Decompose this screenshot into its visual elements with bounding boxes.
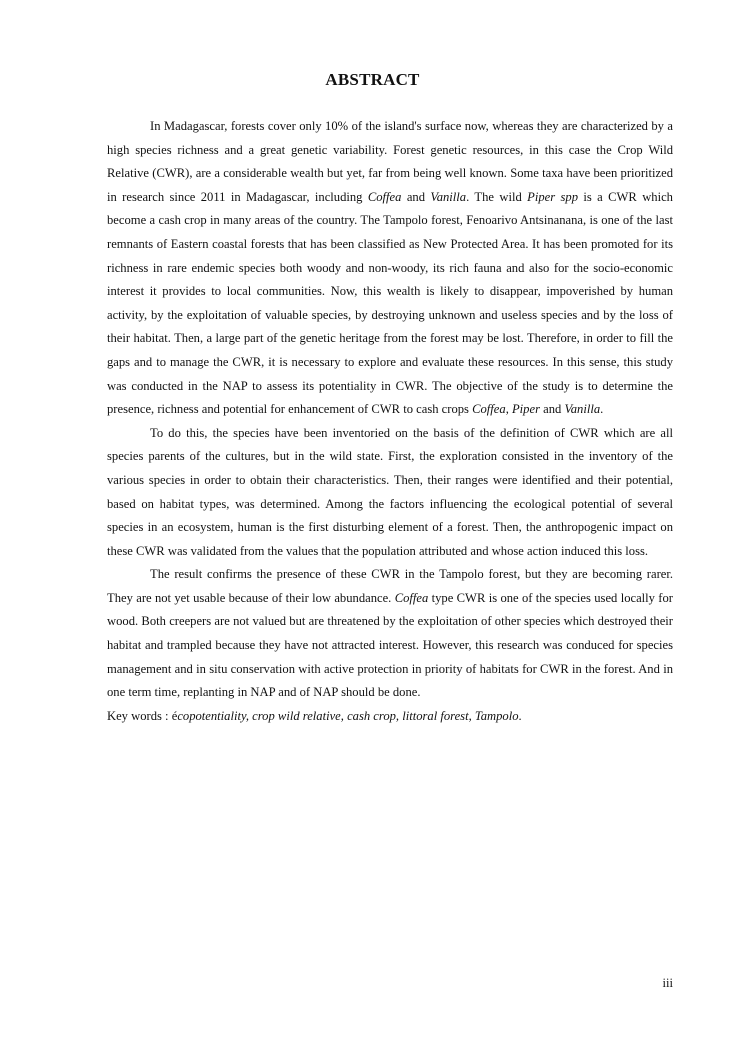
abstract-paragraph-1: [107, 115, 673, 422]
text-run: In Madagascar, forests cover only 10% of the island's surface now, whereas they are characterized by a high species richness and a great genetic variability. Forest genetic resources, in this case the Crop Wild Relative (CWR), are a considerable wealth but yet, far from being well known. Some taxa have been prioritized in research since 2011 in Madagascar, including: [107, 119, 673, 204]
italic-text-run: Vanilla: [564, 402, 601, 417]
abstract-title: ABSTRACT: [325, 70, 420, 89]
text-run: type CWR is one of the species used locally for wood. Both creepers are not valued but are threatened by the exploitation of other species which destroyed their habitat and trampled because they have not attracted interest. However, this research was conduced for species management and in situ conservation with active protection in priority of habitats for CWR in the forest. And in one term time, replanting in NAP and of NAP should be done.: [107, 590, 673, 700]
text-run: . The wild: [466, 189, 528, 204]
text-run: and: [401, 189, 431, 204]
keywords-line: [107, 705, 673, 729]
italic-text-run: copotentiality, crop wild relative, cash crop, littoral forest, Tampolo: [177, 708, 519, 723]
italic-text-run: Vanilla: [430, 189, 467, 204]
abstract-paragraph-2: [107, 422, 673, 564]
abstract-body: [107, 115, 673, 728]
abstract-paragraph-3: [107, 563, 673, 705]
text-run: ,: [505, 402, 512, 417]
text-run: The result confirms the presence of these CWR in the Tampolo forest, but they are becoming rarer. They are not yet usable because of their low abundance.: [107, 567, 673, 605]
italic-text-run: Coffea: [394, 590, 429, 605]
text-run: .: [600, 402, 604, 417]
italic-text-run: Piper spp: [527, 189, 578, 204]
text-run: Key words : é: [107, 708, 178, 723]
italic-text-run: Coffea: [367, 189, 402, 204]
text-run: To do this, the species have been inventoried on the basis of the definition of CWR which are all species parents of the cultures, but in the wild state. First, the exploration consisted in the inventory of the various species in order to obtain their characteristics. Then, their ranges were identified and their potential, based on habitat types, was determined. Among the factors influencing the ecological potential of several species in an ecosystem, human is the first disturbing element of a forest. Then, the anthropogenic impact on these CWR was validated from the values that the population attributed and whose action induced this loss.: [107, 425, 673, 558]
text-run: is a CWR which become a cash crop in many areas of the country. The Tampolo forest, Fenoarivo Antsinanana, is one of the last remnants of Eastern coastal forests that has been classified as New Protected Area. It has been promoted for its richness in rare endemic species both woody and non-woody, its rich fauna and also for the socio-economic interest it provides to local communities. Now, this wealth is likely to disappear, impoverished by human activity, by the exploitation of valuable species, by destroying unknown and useless species and by the loss of their habitat. Then, a large part of the genetic heritage from the forest may be lost. Therefore, in order to fill the gaps and to manage the CWR, it is necessary to explore and evaluate these resources. In this sense, this study was conducted in the NAP to assess its potentiality in CWR. The objective of the study is to determine the presence, richness and potential for enhancement of CWR to cash crops: [107, 189, 673, 417]
page-number: iii: [662, 976, 673, 990]
text-run: and: [539, 402, 565, 417]
italic-text-run: Coffea: [472, 402, 506, 417]
text-run: .: [518, 708, 522, 723]
italic-text-run: Piper: [511, 402, 540, 417]
